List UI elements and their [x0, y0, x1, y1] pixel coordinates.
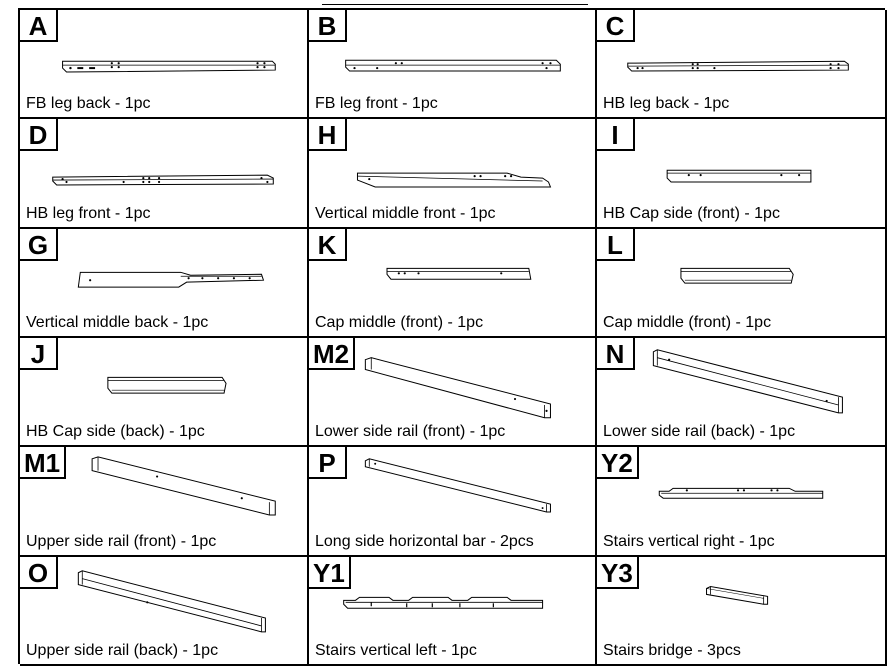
part-cell: [309, 338, 597, 447]
part-label: Upper side rail (front) - 1pc: [26, 532, 217, 550]
part-cell: [309, 119, 597, 228]
part-label: HB Cap side (front) - 1pc: [603, 204, 780, 222]
part-letter: Y1: [309, 557, 351, 589]
part-label: Stairs bridge - 3pcs: [603, 641, 741, 659]
part-cell: [20, 119, 309, 228]
part-cell: [597, 338, 887, 447]
part-cell: [309, 10, 597, 119]
part-letter: A: [20, 10, 58, 42]
part-label: Vertical middle front - 1pc: [315, 204, 496, 222]
part-label: Cap middle (front) - 1pc: [315, 313, 484, 331]
part-letter: P: [309, 447, 347, 479]
part-cell: [597, 10, 887, 119]
part-letter: K: [309, 229, 347, 261]
part-label: Stairs vertical right - 1pc: [603, 532, 775, 550]
part-cell: [20, 338, 309, 447]
part-cell: [20, 557, 309, 666]
part-cell: [309, 557, 597, 666]
part-cell: [20, 10, 309, 119]
part-letter: G: [20, 229, 58, 261]
part-letter: J: [20, 338, 58, 370]
part-label: Vertical middle back - 1pc: [26, 313, 209, 331]
part-cell: [309, 447, 597, 556]
part-label: FB leg front - 1pc: [315, 95, 438, 113]
part-label: Upper side rail (back) - 1pc: [26, 641, 219, 659]
part-letter: M2: [309, 338, 355, 370]
part-label: Lower side rail (back) - 1pc: [603, 423, 796, 441]
part-letter: O: [20, 557, 58, 589]
part-label: FB leg back - 1pc: [26, 95, 151, 113]
part-cell: [20, 447, 309, 556]
parts-grid: [18, 8, 885, 664]
part-cell: [597, 119, 887, 228]
part-letter: I: [597, 119, 635, 151]
part-letter: N: [597, 338, 635, 370]
part-letter: Y3: [597, 557, 639, 589]
part-letter: M1: [20, 447, 66, 479]
part-cell: [20, 229, 309, 338]
part-cell: [597, 229, 887, 338]
part-label: Long side horizontal bar - 2pcs: [315, 532, 534, 550]
part-letter: D: [20, 119, 58, 151]
part-cell: [597, 447, 887, 556]
part-cell: [597, 557, 887, 666]
part-label: HB leg back - 1pc: [603, 95, 730, 113]
top-rule: [322, 4, 588, 5]
part-letter: H: [309, 119, 347, 151]
part-letter: L: [597, 229, 635, 261]
part-letter: Y2: [597, 447, 639, 479]
part-letter: C: [597, 10, 635, 42]
part-cell: [309, 229, 597, 338]
part-letter: B: [309, 10, 347, 42]
part-label: Stairs vertical left - 1pc: [315, 641, 477, 659]
part-label: HB Cap side (back) - 1pc: [26, 423, 205, 441]
part-label: HB leg front - 1pc: [26, 204, 151, 222]
part-label: Lower side rail (front) - 1pc: [315, 423, 506, 441]
part-label: Cap middle (front) - 1pc: [603, 313, 772, 331]
